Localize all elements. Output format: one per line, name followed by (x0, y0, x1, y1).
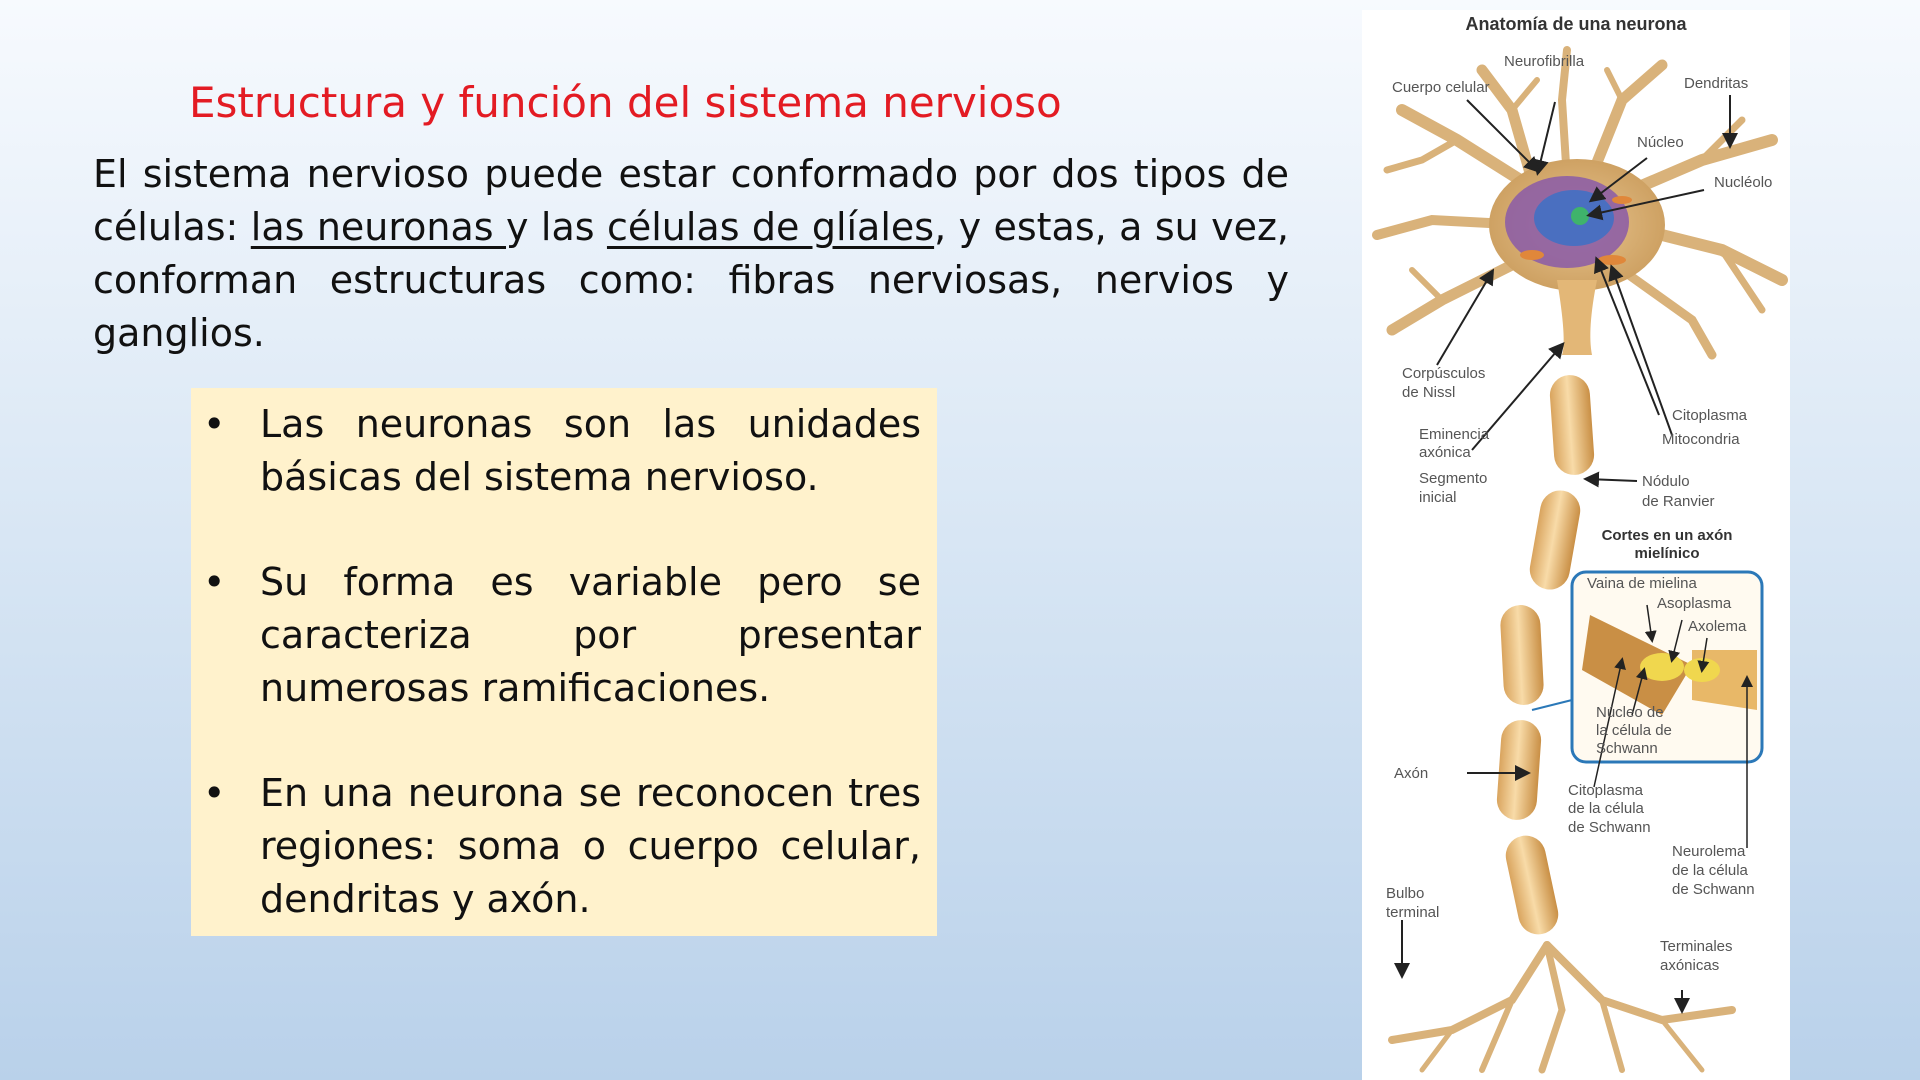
label-nucleo: Núcleo (1637, 134, 1684, 151)
label-corpusculos-1: Corpúsculos (1402, 365, 1486, 382)
label-neurofibrilla: Neurofibrilla (1504, 53, 1585, 70)
label-bulbo-2: terminal (1386, 904, 1440, 921)
label-axolema: Axolema (1688, 618, 1747, 635)
label-citoplasma-schwann-3: de Schwann (1568, 819, 1651, 836)
label-nucleo-schwann-2: la célula de (1596, 722, 1672, 739)
intro-text-3: , y estas, a su vez, conforman estructuras como: fibras nerviosas, nervios y ganglios. (93, 205, 1290, 355)
label-cuerpo-celular: Cuerpo celular (1392, 79, 1490, 96)
bullet-text: Su forma es variable pero se caracteriza por presentar numerosas ramificaciones. (260, 560, 921, 710)
intro-underline-gliales: células de glíales (606, 205, 935, 249)
label-bulbo-1: Bulbo (1386, 885, 1425, 902)
slide-title: Estructura y función del sistema nervioso (189, 78, 1062, 127)
label-vaina: Vaina de mielina (1587, 575, 1697, 592)
inset-connector-line (1532, 700, 1572, 710)
bullet-dot-icon: • (203, 771, 226, 815)
axon-hillock-shape (1557, 280, 1597, 355)
label-eminencia-1: Eminencia (1419, 426, 1490, 443)
label-nucleolo: Nucléolo (1714, 174, 1773, 191)
label-mitocondria: Mitocondria (1662, 431, 1740, 448)
label-neurolema-2: de la célula (1672, 862, 1748, 879)
label-citoplasma-schwann-2: de la célula (1568, 800, 1644, 817)
label-corpusculos-2: de Nissl (1402, 384, 1456, 401)
label-segmento-1: Segmento (1419, 470, 1488, 487)
intro-text-1: El sistema nervioso puede estar conformado por dos tipos de células: (93, 152, 1289, 249)
bullet-text: Las neuronas son las unidades básicas del sistema nervioso. (260, 402, 921, 499)
bullet-text: En una neurona se reconocen tres regiones: soma o cuerpo celular, dendritas y axón. (260, 771, 921, 921)
label-cortes-2: mielínico (1634, 545, 1700, 562)
label-eminencia-2: axónica (1419, 444, 1471, 461)
label-nodulo-1: Nódulo (1642, 473, 1690, 490)
neuron-anatomy-figure (1362, 10, 1790, 1080)
label-cortes-1: Cortes en un axón (1601, 527, 1733, 544)
bullet-dot-icon: • (203, 402, 226, 446)
bullet-box (191, 388, 937, 936)
label-asoplasma: Asoplasma (1657, 595, 1732, 612)
intro-paragraph (93, 148, 1289, 360)
label-nucleo-schwann-3: Schwann (1596, 740, 1658, 757)
label-segmento-2: inicial (1419, 489, 1457, 506)
neuron-illustration (1362, 10, 1790, 1080)
bullet-dot-icon: • (203, 560, 226, 604)
label-nucleo-schwann-1: Núcleo de (1596, 704, 1664, 721)
intro-text-2: y las (506, 205, 607, 249)
figure-title: Anatomía de una neurona (1465, 14, 1687, 34)
label-terminales-1: Terminales (1660, 938, 1733, 955)
label-citoplasma: Citoplasma (1672, 407, 1748, 424)
label-neurolema-1: Neurolema (1672, 843, 1746, 860)
bullet-item (203, 398, 921, 504)
intro-underline-neuronas: las neuronas (250, 205, 506, 249)
bullet-item (203, 767, 921, 926)
label-terminales-2: axónicas (1660, 957, 1720, 974)
label-axon: Axón (1394, 765, 1429, 782)
label-dendritas: Dendritas (1684, 75, 1749, 92)
label-neurolema-3: de Schwann (1672, 881, 1755, 898)
nucleolus-shape (1571, 207, 1589, 225)
label-citoplasma-schwann-1: Citoplasma (1568, 782, 1644, 799)
label-nodulo-2: de Ranvier (1642, 493, 1715, 510)
bullet-item (203, 556, 921, 715)
